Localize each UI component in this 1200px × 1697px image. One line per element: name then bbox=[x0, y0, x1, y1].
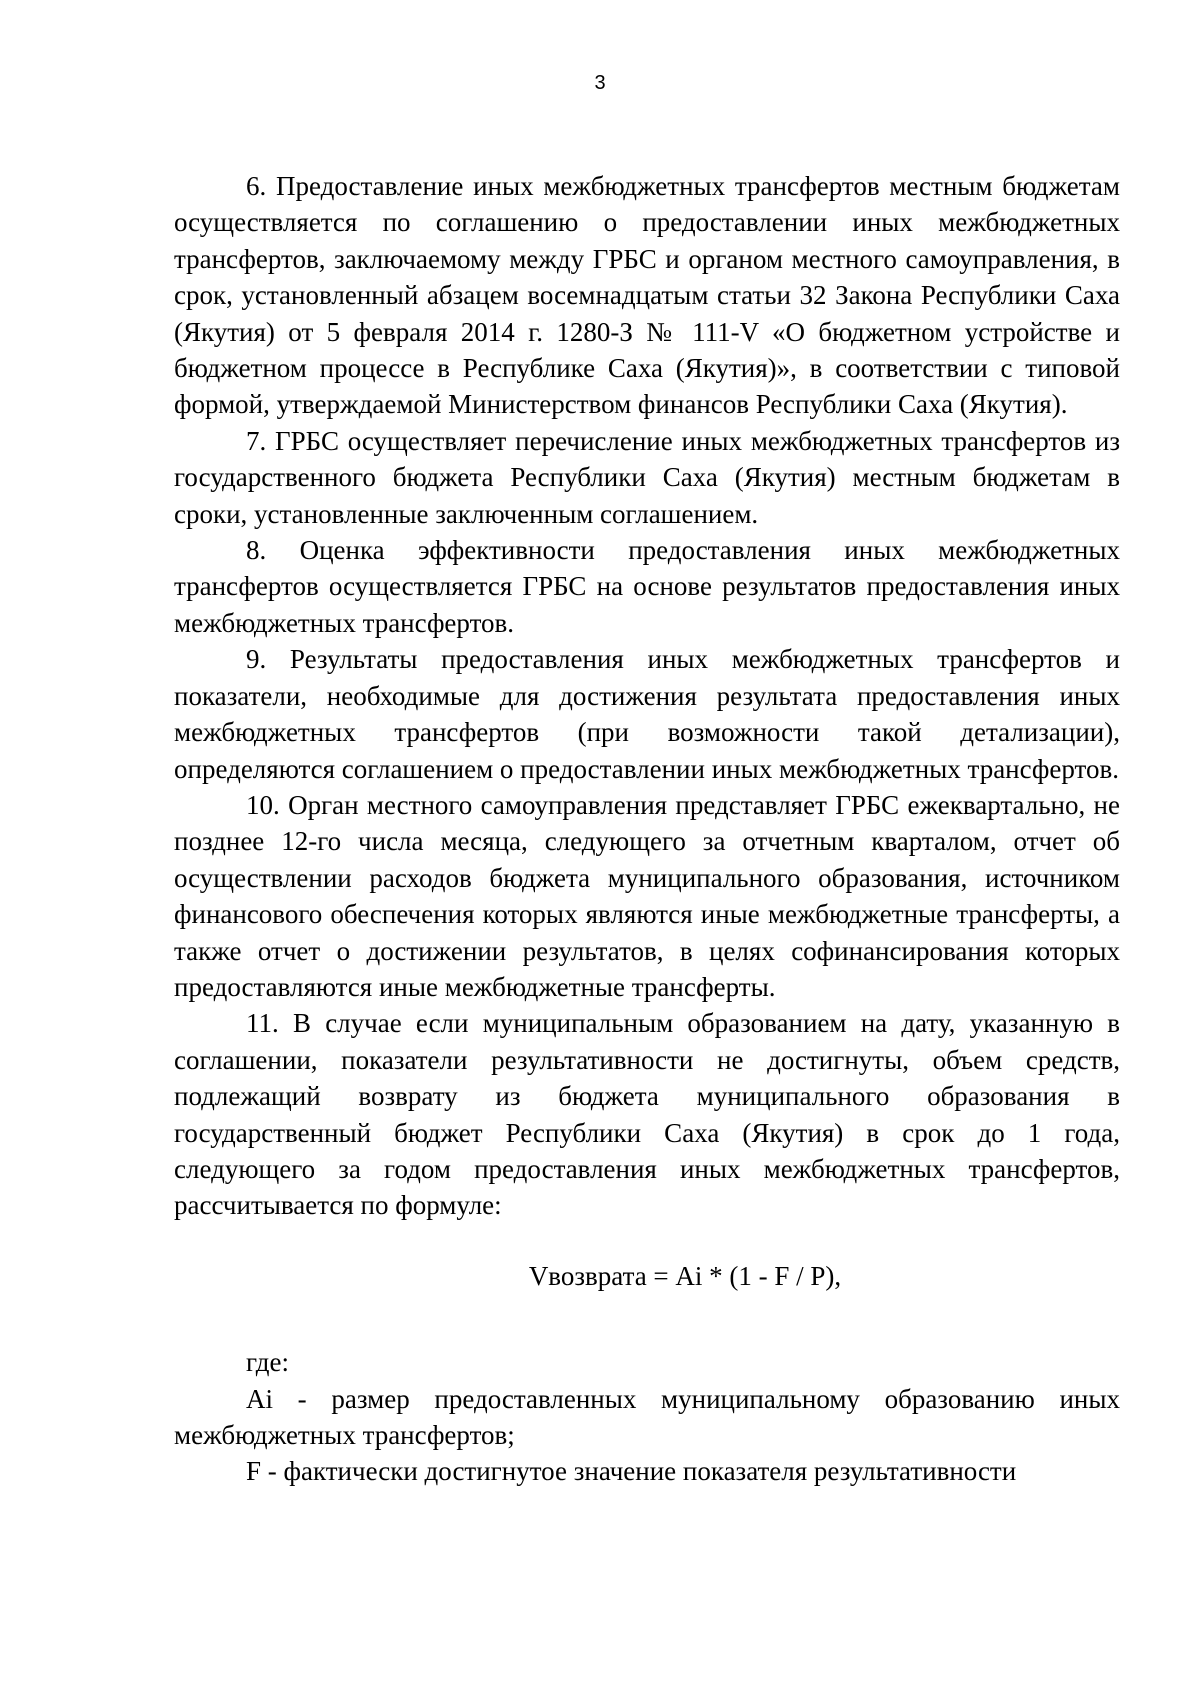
paragraph-11: 11. В случае если муниципальным образованием на дату, указанную в соглашении, показатели результативности не достигнуты, объем средств, подлежащий возврату из бюджета муниципального образования в государственный бюджет Республики Саха (Якутия) в срок до 1 года, следующего за годом предоставления иных межбюджетных трансфертов, рассчитывается по формуле: bbox=[174, 1008, 1120, 1221]
definition-f: F - фактически достигнутое значение показателя результативности bbox=[246, 1456, 1017, 1487]
paragraph-6: 6. Предоставление иных межбюджетных трансфертов местным бюджетам осуществляется по соглашению о предоставлении иных межбюджетных трансфертов, заключаемому между ГРБС и органом местного самоуправления, в срок, установленный абзацем восемнадцатым статьи 32 Закона Республики Саха (Якутия) от 5 февраля 2014 г. 1280-З № 111-V «О бюджетном устройстве и бюджетном процессе в Республике Саха (Якутия)», в соответствии с типовой формой, утверждаемой Министерством финансов Республики Саха (Якутия). bbox=[174, 171, 1120, 420]
paragraph-9: 9. Результаты предоставления иных межбюджетных трансфертов и показатели, необходимые для достижения результата предоставления иных межбюджетных трансфертов (при возможности такой детализации), определяются соглашением о предоставлении иных межбюджетных трансфертов. bbox=[174, 644, 1120, 784]
page-number: 3 bbox=[594, 72, 606, 94]
document-body bbox=[174, 168, 1120, 1490]
paragraph-7: 7. ГРБС осуществляет перечисление иных межбюджетных трансфертов из государственного бюджета Республики Саха (Якутия) местным бюджетам в сроки, установленные заключенным соглашением. bbox=[174, 425, 1120, 529]
paragraph-8: 8. Оценка эффективности предоставления иных межбюджетных трансфертов осуществляется ГРБС на основе результатов предоставления иных межбюджетных трансфертов. bbox=[174, 535, 1120, 638]
where-label: где: bbox=[246, 1347, 289, 1378]
return-formula: Vвозврата = Ai * (1 - F / P), bbox=[528, 1260, 842, 1291]
paragraph-10: 10. Орган местного самоуправления представляет ГРБС ежеквартально, не позднее 12-го числа месяца, следующего за отчетным кварталом, отчет об осуществлении расходов бюджета муниципального образования, источником финансового обеспечения которых являются иные межбюджетные трансферты, а также отчет о достижении результатов, в целях софинансирования которых предоставляются иные межбюджетные трансферты. bbox=[174, 789, 1120, 1002]
definition-ai: Ai - размер предоставленных муниципальному образованию иных межбюджетных трансфертов; bbox=[174, 1383, 1120, 1450]
